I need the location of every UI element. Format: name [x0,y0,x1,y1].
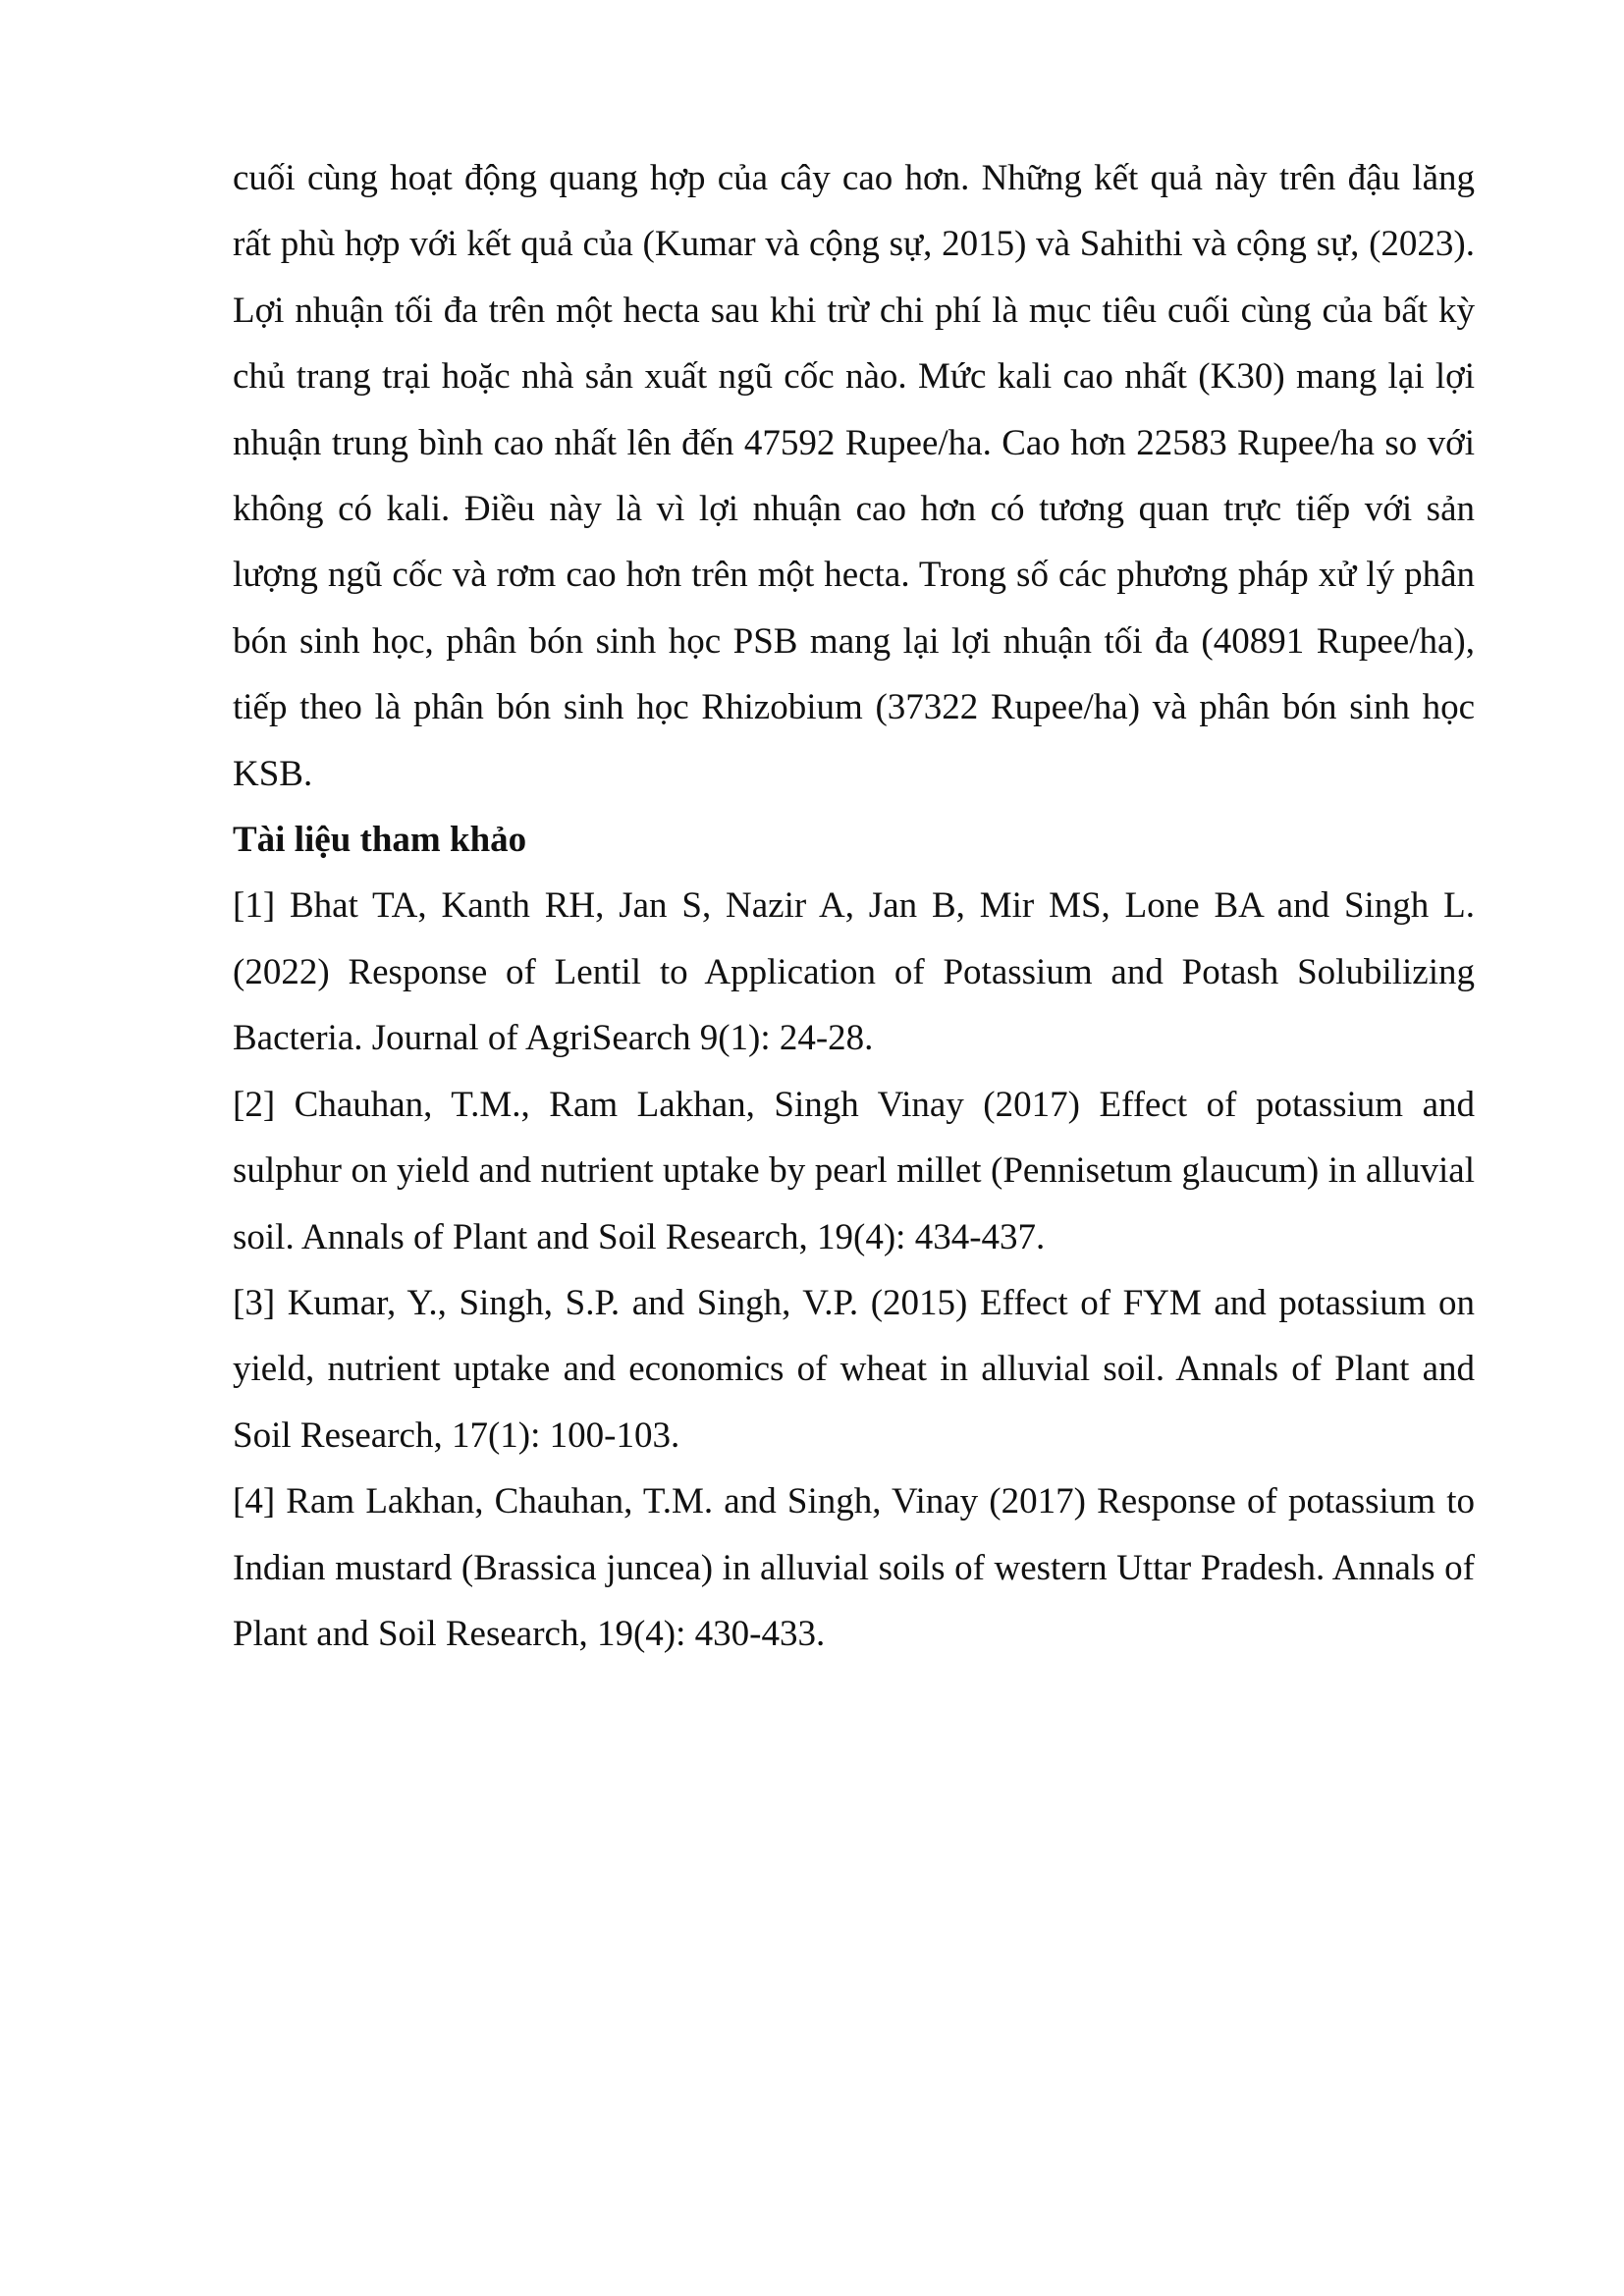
document-page [233,145,1475,1667]
references-heading: Tài liệu tham khảo [233,820,527,861]
reference-list [233,873,1475,1667]
body-paragraph: cuối cùng hoạt động quang hợp của cây cao hơn. Những kết quả này trên đậu lăng rất phù hợp với kết quả của (Kumar và cộng sự, 2015) và Sahithi và cộng sự, (2023). Lợi nhuận tối đa trên một hecta sau khi trừ chi phí là mục tiêu cuối cùng của bất kỳ chủ trang trại hoặc nhà sản xuất ngũ cốc nào. Mức kali cao nhất (K30) mang lại lợi nhuận trung bình cao nhất lên đến 47592 Rupee/ha. Cao hơn 22583 Rupee/ha so với không có kali. Điều này là vì lợi nhuận cao hơn có tương quan trực tiếp với sản lượng ngũ cốc và rơm cao hơn trên một hecta. Trong số các phương pháp xử lý phân bón sinh học, phân bón sinh học PSB mang lại lợi nhuận tối đa (40891 Rupee/ha), tiếp theo là phân bón sinh học Rhizobium (37322 Rupee/ha) và phân bón sinh học KSB. [233,158,1475,794]
reference-item-3: [3] Kumar, Y., Singh, S.P. and Singh, V.P. (2015) Effect of FYM and potassium on yield, nutrient uptake and economics of wheat in alluvial soil. Annals of Plant and Soil Research, 17(1): 100-103. [233,1282,1475,1456]
reference-item-4: [4] Ram Lakhan, Chauhan, T.M. and Singh, Vinay (2017) Response of potassium to Indian mustard (Brassica juncea) in alluvial soils of western Uttar Pradesh. Annals of Plant and Soil Research, 19(4): 430-433. [233,1481,1475,1654]
reference-item-1: [1] Bhat TA, Kanth RH, Jan S, Nazir A, Jan B, Mir MS, Lone BA and Singh L. (2022) Response of Lentil to Application of Potassium and Potash Solubilizing Bacteria. Journal of AgriSearch 9(1): 24-28. [233,885,1475,1059]
reference-item-2: [2] Chauhan, T.M., Ram Lakhan, Singh Vinay (2017) Effect of potassium and sulphur on yield and nutrient uptake by pearl millet (Pennisetum glaucum) in alluvial soil. Annals of Plant and Soil Research, 19(4): 434-437. [233,1084,1475,1257]
